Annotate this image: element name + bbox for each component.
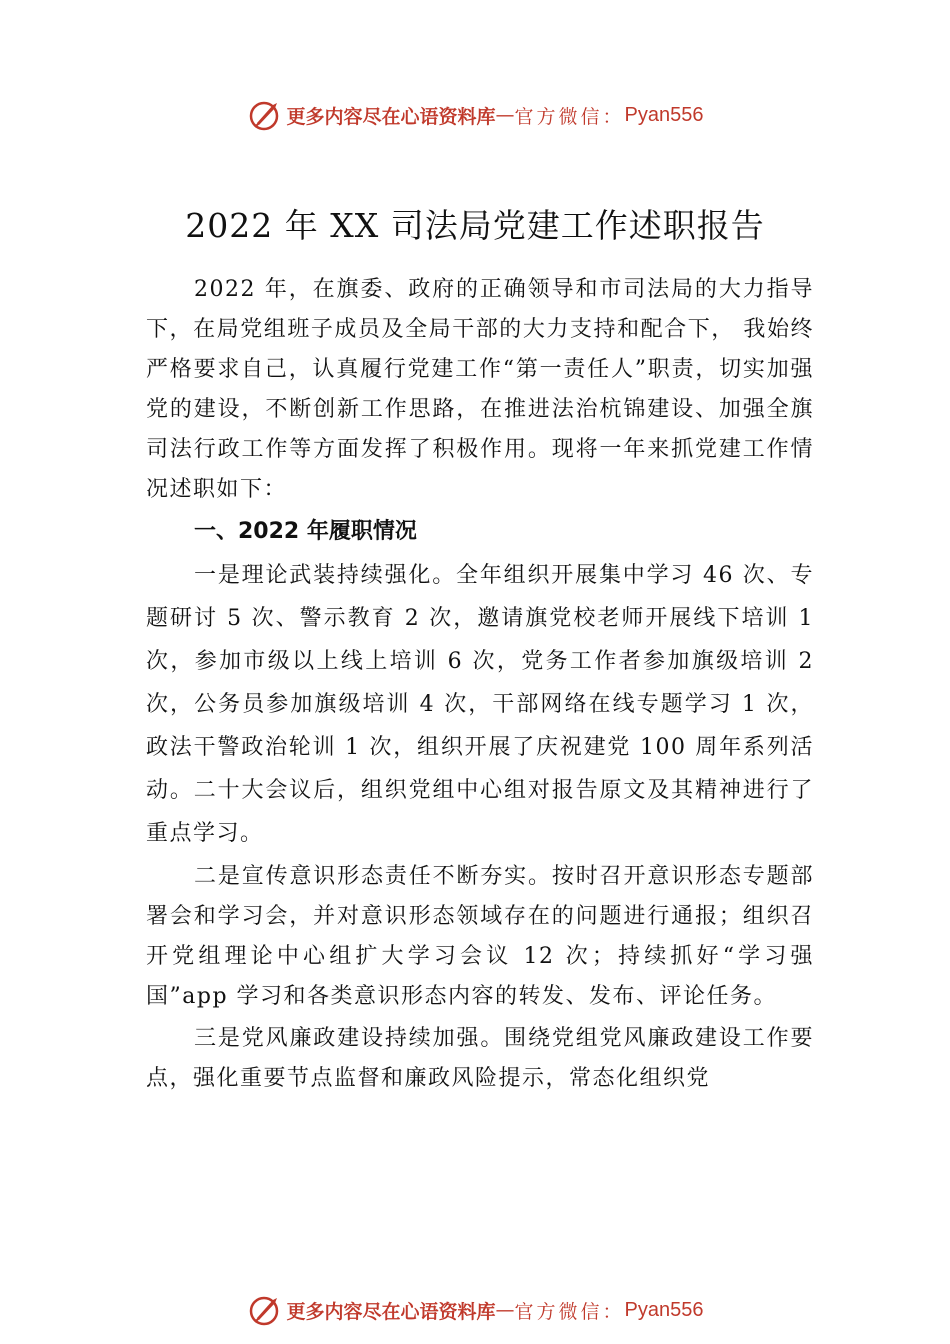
watermark-brand: 更多内容尽在心语资料库 xyxy=(286,1300,496,1323)
paragraph-integrity: 三是党风廉政建设持续加强。围绕党组党风廉政建设工作要点，强化重要节点监督和廉政风险提示，常态化组织党 xyxy=(146,1026,814,1091)
header-watermark xyxy=(0,95,950,135)
intro-paragraph: 2022 年，在旗委、政府的正确领导和市司法局的大力指导下，在局党组班子成员及全局干部的大力支持和配合下， 我始终严格要求自己，认真履行党建工作“第一责任人”职责，切实加强党的建设，不断创新工作思路，在推进法治杭锦建设、加强全旗司法行政工作等方面发挥了积极作用。现将一年来抓党建工作情况述职如下： xyxy=(146,277,814,502)
watermark-official: 官方微信： xyxy=(514,1300,625,1323)
watermark-brand: 更多内容尽在心语资料库 xyxy=(286,105,496,128)
footer-watermark xyxy=(0,1290,950,1330)
document-title: 2022 年 XX 司法局党建工作述职报告 xyxy=(185,206,765,246)
section-heading: 一、2022 年履职情况 xyxy=(194,519,417,544)
watermark-official: 官方微信： xyxy=(514,105,625,128)
watermark-dash: — xyxy=(495,104,515,126)
quill-pen-logo-icon xyxy=(247,1292,283,1328)
watermark-dash: — xyxy=(495,1299,515,1321)
paragraph-theory-study: 一是理论武装持续强化。全年组织开展集中学习 46 次、专题研讨 5 次、警示教育 2 次，邀请旗党校老师开展线下培训 1 次，参加市级以上线上培训 6 次，党务工作者参加旗级培训 2 次，公务员参加旗级培训 4 次，干部网络在线专题学习 1 次，政法干警政治轮训 1 次，组织开展了庆祝建党 100 周年系列活动。二十大会议后，组织党组中心组对报告原文及其精神进行了重点学习。 xyxy=(146,563,814,846)
watermark-wechat-id: Pyan556 xyxy=(624,103,704,126)
quill-pen-logo-icon xyxy=(247,97,283,133)
document-body xyxy=(146,270,814,1099)
paragraph-ideology: 二是宣传意识形态责任不断夯实。按时召开意识形态专题部署会和学习会，并对意识形态领域存在的问题进行通报；组织召开党组理论中心组扩大学习会议 12 次；持续抓好“学习强国”app 学习和各类意识形态内容的转发、发布、评论任务。 xyxy=(146,864,814,1009)
watermark-wechat-id: Pyan556 xyxy=(624,1298,704,1321)
